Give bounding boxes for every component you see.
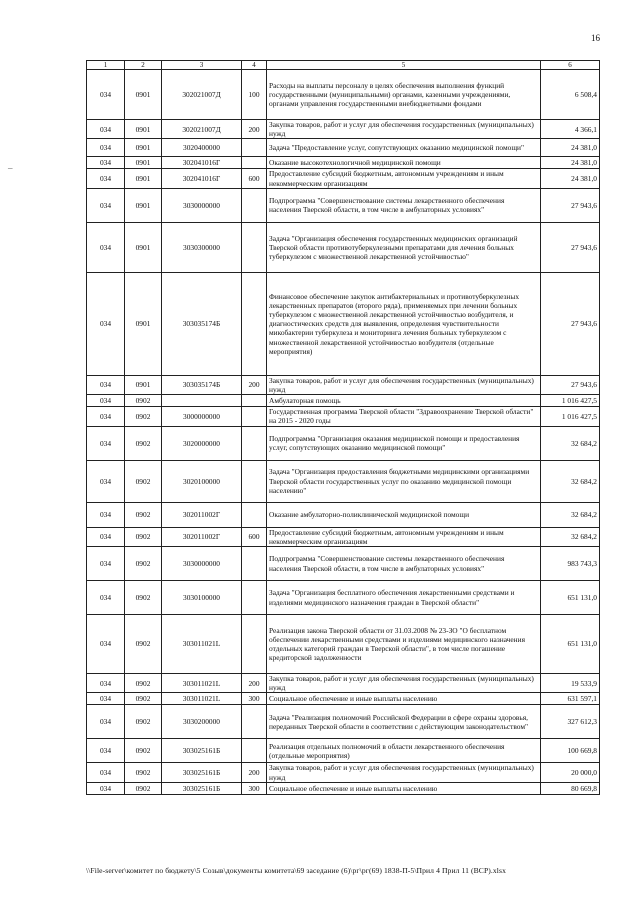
- cell-expense-type: [242, 157, 267, 169]
- cell-section-code: 0902: [125, 739, 162, 763]
- cell-expense-type: 300: [242, 693, 267, 705]
- cell-description: Задача "Организация обеспечения государственных медицинских организаций Тверской области противотуберкулезными препаратами для лечения больных туберкулезом с множественной лекарственной устойчивостью": [267, 222, 541, 272]
- cell-amount: 27 943,6: [541, 375, 600, 394]
- table-row: [87, 615, 600, 674]
- header-col-5: 5: [267, 61, 541, 70]
- cell-department-code: 034: [87, 120, 125, 139]
- cell-department-code: 034: [87, 674, 125, 693]
- cell-section-code: 0901: [125, 375, 162, 394]
- cell-department-code: 034: [87, 188, 125, 222]
- cell-expense-type: [242, 222, 267, 272]
- table-row: [87, 674, 600, 693]
- page-number: 16: [591, 33, 600, 43]
- cell-section-code: 0902: [125, 395, 162, 407]
- cell-department-code: 034: [87, 70, 125, 120]
- cell-target-article: 302011002Г: [162, 527, 242, 546]
- cell-section-code: 0902: [125, 674, 162, 693]
- cell-department-code: 034: [87, 157, 125, 169]
- cell-target-article: 302041016Г: [162, 169, 242, 188]
- cell-expense-type: [242, 426, 267, 460]
- cell-amount: 19 533,9: [541, 674, 600, 693]
- cell-amount: 1 016 427,5: [541, 395, 600, 407]
- cell-department-code: 034: [87, 782, 125, 794]
- cell-department-code: 034: [87, 426, 125, 460]
- table-row: [87, 120, 600, 139]
- cell-amount: 32 684,2: [541, 502, 600, 527]
- cell-target-article: 303011021L: [162, 693, 242, 705]
- cell-amount: 631 597,1: [541, 693, 600, 705]
- table-row: [87, 460, 600, 502]
- cell-description: Расходы на выплаты персоналу в целях обеспечения выполнения функций государственными (муниципальными) органами, казенными учреждениями, органами управления государственными внебюджетными фондами: [267, 70, 541, 120]
- cell-section-code: 0901: [125, 139, 162, 157]
- header-col-1: 1: [87, 61, 125, 70]
- cell-section-code: 0902: [125, 460, 162, 502]
- cell-description: Закупка товаров, работ и услуг для обеспечения государственных (муниципальных) нужд: [267, 120, 541, 139]
- table-row: [87, 407, 600, 426]
- cell-expense-type: 200: [242, 120, 267, 139]
- cell-description: Государственная программа Тверской области "Здравоохранение Тверской области" на 2015 - 2020 годы: [267, 407, 541, 426]
- cell-expense-type: 100: [242, 70, 267, 120]
- cell-target-article: 303011021L: [162, 615, 242, 674]
- cell-expense-type: 200: [242, 674, 267, 693]
- cell-department-code: 034: [87, 169, 125, 188]
- cell-description: Подпрограмма "Совершенствование системы лекарственного обеспечения населения Тверской области, в том числе в амбулаторных условиях": [267, 547, 541, 581]
- cell-section-code: 0901: [125, 188, 162, 222]
- cell-description: Задача "Организация бесплатного обеспечения лекарственными средствами и изделиями медицинского назначения граждан в Тверской области": [267, 581, 541, 615]
- cell-amount: 651 131,0: [541, 581, 600, 615]
- cell-department-code: 034: [87, 705, 125, 739]
- cell-department-code: 034: [87, 375, 125, 394]
- cell-amount: 24 381,0: [541, 169, 600, 188]
- cell-target-article: 3020400000: [162, 139, 242, 157]
- cell-expense-type: [242, 395, 267, 407]
- cell-description: Социальное обеспечение и иные выплаты населению: [267, 693, 541, 705]
- cell-target-article: 3030300000: [162, 222, 242, 272]
- cell-target-article: 3030200000: [162, 705, 242, 739]
- cell-amount: 20 000,0: [541, 763, 600, 782]
- header-col-6: 6: [541, 61, 600, 70]
- cell-target-article: 303025161Б: [162, 739, 242, 763]
- cell-expense-type: 600: [242, 169, 267, 188]
- cell-target-article: 303025161Б: [162, 763, 242, 782]
- cell-department-code: 034: [87, 272, 125, 375]
- cell-description: Закупка товаров, работ и услуг для обеспечения государственных (муниципальных) нужд: [267, 375, 541, 394]
- cell-expense-type: [242, 407, 267, 426]
- table-row: [87, 272, 600, 375]
- table-row: [87, 139, 600, 157]
- cell-amount: 32 684,2: [541, 527, 600, 546]
- table-row: [87, 739, 600, 763]
- cell-expense-type: [242, 502, 267, 527]
- cell-department-code: 034: [87, 527, 125, 546]
- cell-target-article: 3020000000: [162, 426, 242, 460]
- cell-expense-type: [242, 739, 267, 763]
- table-row: [87, 581, 600, 615]
- cell-department-code: 034: [87, 581, 125, 615]
- table-row: [87, 502, 600, 527]
- table-row: [87, 705, 600, 739]
- cell-target-article: 302011002Г: [162, 502, 242, 527]
- cell-department-code: 034: [87, 139, 125, 157]
- cell-section-code: 0901: [125, 157, 162, 169]
- cell-department-code: 034: [87, 739, 125, 763]
- cell-description: Оказание высокотехнологичной медицинской помощи: [267, 157, 541, 169]
- cell-section-code: 0902: [125, 581, 162, 615]
- cell-section-code: 0902: [125, 502, 162, 527]
- cell-expense-type: 300: [242, 782, 267, 794]
- cell-section-code: 0901: [125, 222, 162, 272]
- cell-amount: 100 669,8: [541, 739, 600, 763]
- cell-amount: 32 684,2: [541, 426, 600, 460]
- cell-expense-type: [242, 139, 267, 157]
- cell-description: Закупка товаров, работ и услуг для обеспечения государственных (муниципальных) нужд: [267, 763, 541, 782]
- cell-expense-type: [242, 460, 267, 502]
- cell-amount: 27 943,6: [541, 222, 600, 272]
- cell-target-article: 302021007Д: [162, 120, 242, 139]
- cell-amount: 32 684,2: [541, 460, 600, 502]
- cell-section-code: 0902: [125, 426, 162, 460]
- cell-department-code: 034: [87, 407, 125, 426]
- cell-section-code: 0901: [125, 272, 162, 375]
- cell-amount: 80 669,8: [541, 782, 600, 794]
- table-row: [87, 222, 600, 272]
- cell-description: Социальное обеспечение и иные выплаты населению: [267, 782, 541, 794]
- cell-amount: 24 381,0: [541, 157, 600, 169]
- cell-description: Закупка товаров, работ и услуг для обеспечения государственных (муниципальных) нужд: [267, 674, 541, 693]
- table-row: [87, 693, 600, 705]
- cell-expense-type: 200: [242, 375, 267, 394]
- table-row: [87, 426, 600, 460]
- cell-expense-type: [242, 615, 267, 674]
- cell-target-article: 303035174Б: [162, 375, 242, 394]
- cell-expense-type: [242, 272, 267, 375]
- budget-table: [86, 60, 600, 795]
- cell-target-article: 3020100000: [162, 460, 242, 502]
- cell-target-article: 3030100000: [162, 581, 242, 615]
- table-row: [87, 157, 600, 169]
- header-col-3: 3: [162, 61, 242, 70]
- cell-amount: 327 612,3: [541, 705, 600, 739]
- cell-expense-type: [242, 705, 267, 739]
- cell-department-code: 034: [87, 547, 125, 581]
- cell-amount: 24 381,0: [541, 139, 600, 157]
- cell-amount: 27 943,6: [541, 272, 600, 375]
- cell-amount: 1 016 427,5: [541, 407, 600, 426]
- table-row: [87, 375, 600, 394]
- cell-description: Предоставление субсидий бюджетным, автономным учреждениям и иным некоммерческим организациям: [267, 527, 541, 546]
- cell-section-code: 0902: [125, 527, 162, 546]
- table-row: [87, 527, 600, 546]
- margin-mark: –: [8, 163, 13, 173]
- cell-target-article: 3030000000: [162, 188, 242, 222]
- cell-expense-type: [242, 547, 267, 581]
- cell-section-code: 0902: [125, 615, 162, 674]
- header-col-2: 2: [125, 61, 162, 70]
- cell-description: Задача "Организация предоставления бюджетными медицинскими организациями Тверской области государственных услуг по оказанию медицинской помощи населению": [267, 460, 541, 502]
- cell-section-code: 0902: [125, 407, 162, 426]
- cell-department-code: 034: [87, 502, 125, 527]
- cell-expense-type: 200: [242, 763, 267, 782]
- cell-section-code: 0902: [125, 705, 162, 739]
- cell-target-article: 303025161Б: [162, 782, 242, 794]
- cell-expense-type: [242, 188, 267, 222]
- cell-description: Реализация отдельных полномочий в области лекарственного обеспечения (отдельные мероприятия): [267, 739, 541, 763]
- cell-target-article: 303011021L: [162, 674, 242, 693]
- cell-section-code: 0901: [125, 169, 162, 188]
- cell-section-code: 0902: [125, 693, 162, 705]
- cell-department-code: 034: [87, 693, 125, 705]
- cell-section-code: 0902: [125, 547, 162, 581]
- cell-section-code: 0901: [125, 120, 162, 139]
- cell-section-code: 0902: [125, 782, 162, 794]
- table-header-row: [87, 61, 600, 70]
- cell-target-article: 302021007Д: [162, 70, 242, 120]
- cell-amount: 6 508,4: [541, 70, 600, 120]
- cell-target-article: 302041016Г: [162, 157, 242, 169]
- cell-description: Задача "Реализация полномочий Российской Федерации в сфере охраны здоровья, переданных Тверской области в соответствии с действующим законодательством": [267, 705, 541, 739]
- cell-section-code: 0902: [125, 763, 162, 782]
- cell-department-code: 034: [87, 460, 125, 502]
- table-row: [87, 70, 600, 120]
- cell-target-article: [162, 395, 242, 407]
- cell-expense-type: [242, 581, 267, 615]
- cell-expense-type: 600: [242, 527, 267, 546]
- table-row: [87, 395, 600, 407]
- cell-target-article: 3030000000: [162, 547, 242, 581]
- cell-department-code: 034: [87, 395, 125, 407]
- cell-description: Финансовое обеспечение закупок антибактериальных и противотуберкулезных лекарственных препаратов (второго ряда), применяемых при лечении больных туберкулезом с множественной лекарственной устойчивостью возбудителя, и диагностических средств для выявления, определения чувствительности микобактерии туберкулеза и мониторинга лечения больных туберкулезом с множественной лекарственной устойчивостью возбудителя (отдельные мероприятия): [267, 272, 541, 375]
- footer-file-path: \\File-server\комитет по бюджету\5 Созыв\документы комитета\69 заседание (6)\рг\рг(69) 1838-П-5\Прил 4 Прил 11 (ВСР).xlsx: [86, 866, 506, 875]
- cell-amount: 983 743,3: [541, 547, 600, 581]
- cell-department-code: 034: [87, 615, 125, 674]
- table-row: [87, 782, 600, 794]
- cell-description: Оказание амбулаторно-поликлинической медицинской помощи: [267, 502, 541, 527]
- cell-description: Предоставление субсидий бюджетным, автономным учреждениям и иным некоммерческим организациям: [267, 169, 541, 188]
- table-row: [87, 188, 600, 222]
- cell-description: Задача "Предоставление услуг, сопутствующих оказанию медицинской помощи": [267, 139, 541, 157]
- cell-section-code: 0901: [125, 70, 162, 120]
- cell-department-code: 034: [87, 763, 125, 782]
- table-row: [87, 547, 600, 581]
- cell-description: Подпрограмма "Организация оказания медицинской помощи и предоставления услуг, сопутствующих оказанию медицинской помощи": [267, 426, 541, 460]
- cell-description: Амбулаторная помощь: [267, 395, 541, 407]
- cell-target-article: 303035174Б: [162, 272, 242, 375]
- table-row: [87, 169, 600, 188]
- cell-amount: 4 366,1: [541, 120, 600, 139]
- cell-amount: 27 943,6: [541, 188, 600, 222]
- cell-amount: 651 131,0: [541, 615, 600, 674]
- header-col-4: 4: [242, 61, 267, 70]
- table-body: [87, 70, 600, 795]
- cell-department-code: 034: [87, 222, 125, 272]
- table-row: [87, 763, 600, 782]
- cell-description: Реализация закона Тверской области от 31.03.2008 № 23-ЗО "О бесплатном обеспечении лекарственными средствами и изделиями медицинского назначения отдельных категорий граждан в Тверской области", в том числе погашение кредиторской задолженности: [267, 615, 541, 674]
- cell-description: Подпрограмма "Совершенствование системы лекарственного обеспечения населения Тверской области, в том числе в амбулаторных условиях": [267, 188, 541, 222]
- cell-target-article: 3000000000: [162, 407, 242, 426]
